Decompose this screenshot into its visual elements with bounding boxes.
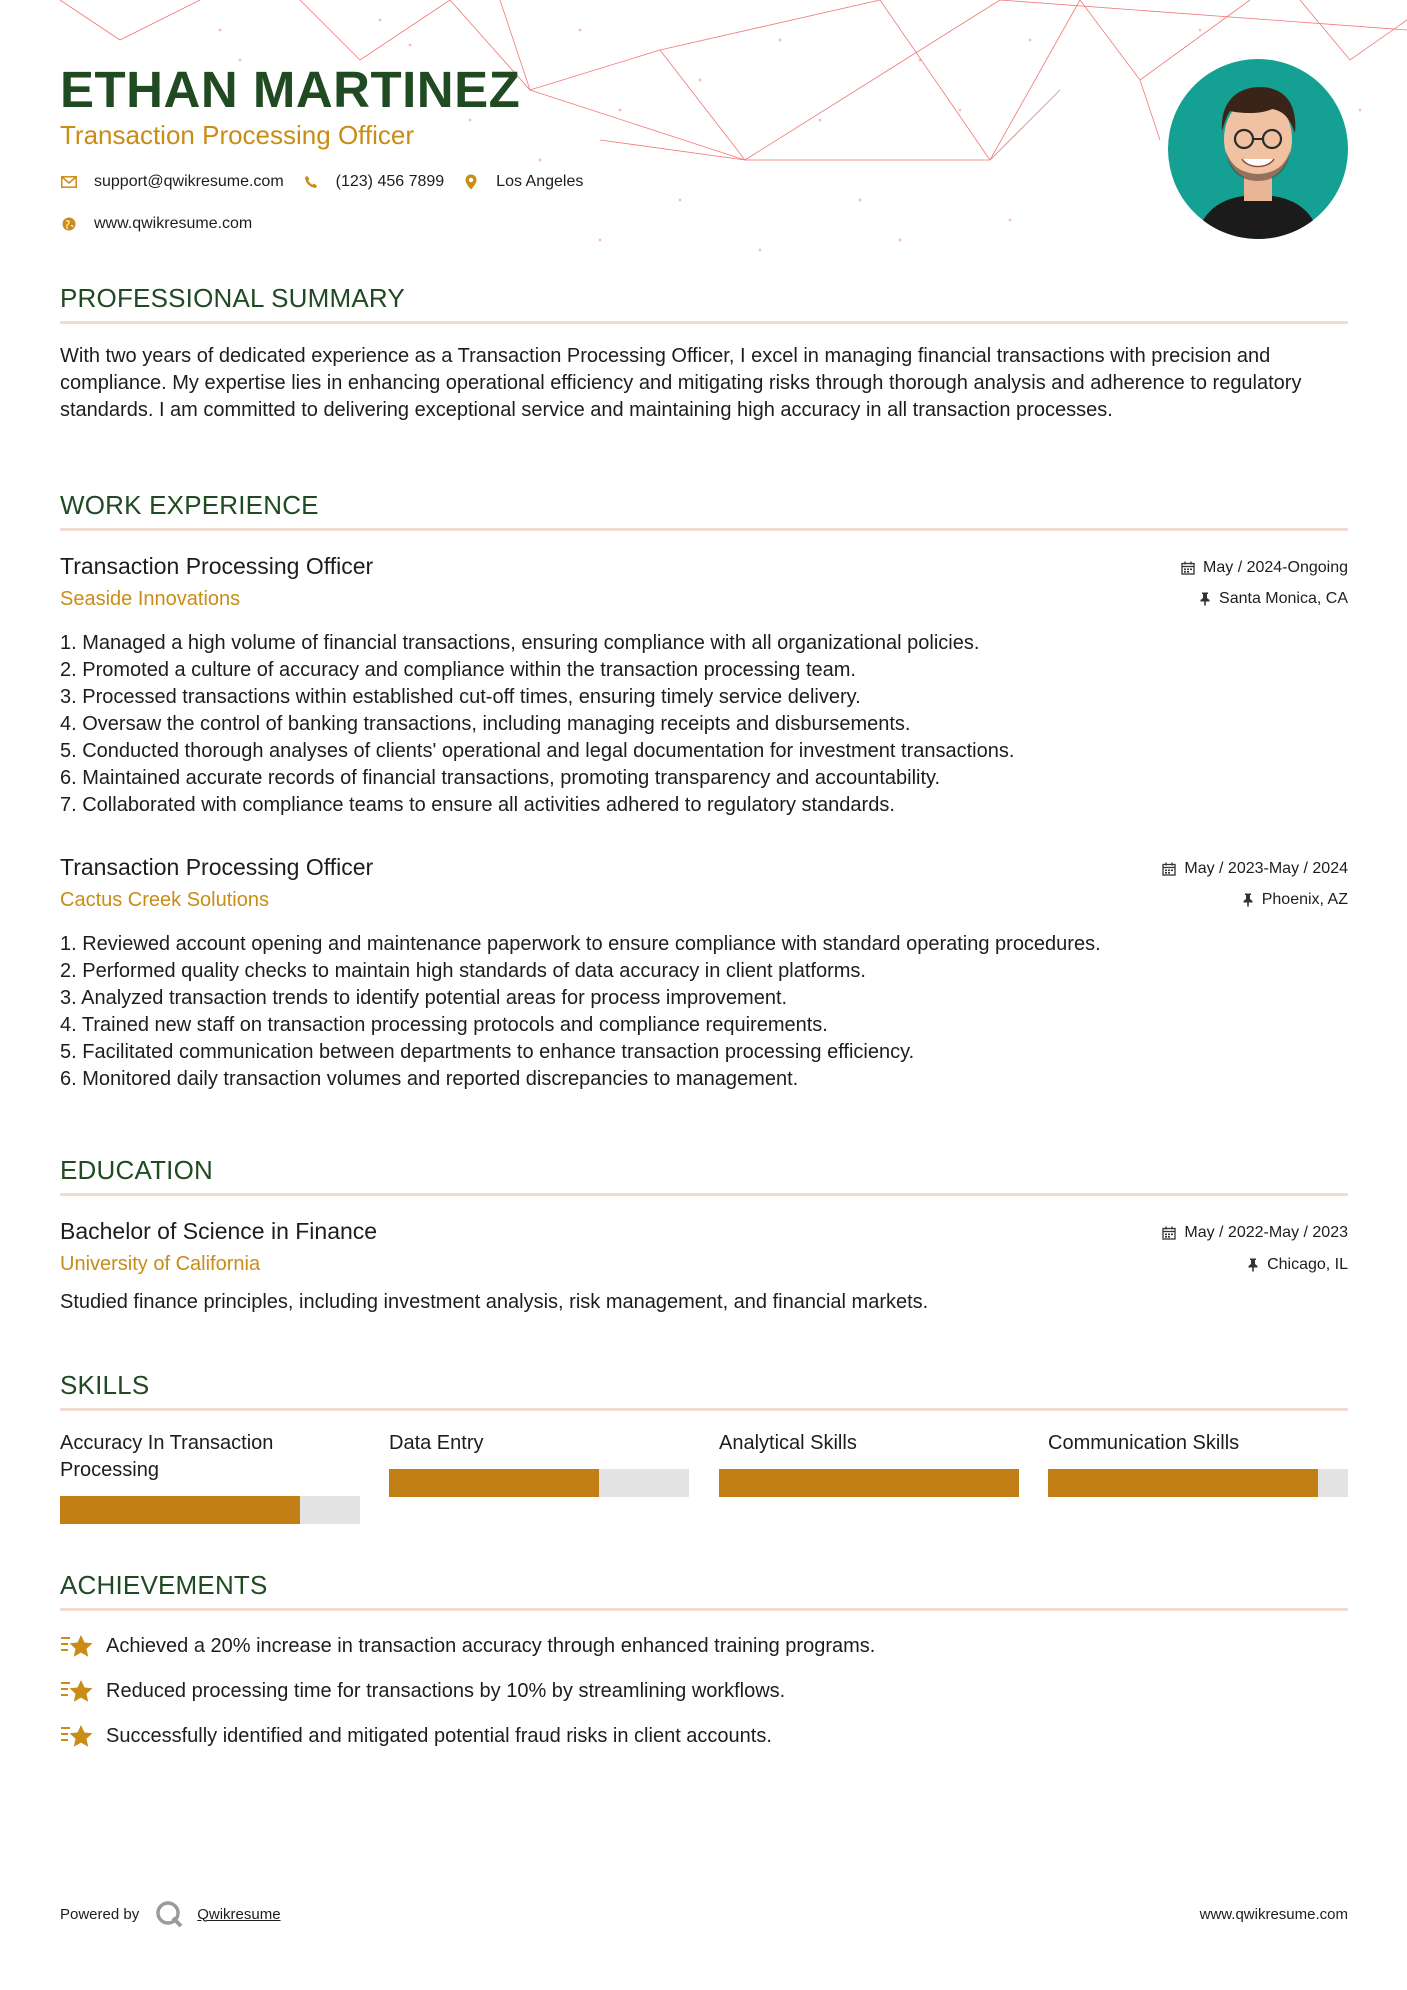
- job-location-text: Santa Monica, CA: [1219, 590, 1348, 607]
- section-divider: [60, 1408, 1348, 1411]
- section-heading-summary: PROFESSIONAL SUMMARY: [60, 283, 405, 313]
- section-heading-skills: SKILLS: [60, 1370, 150, 1400]
- section-divider: [60, 528, 1348, 531]
- qwikresume-link[interactable]: Qwikresume: [197, 1905, 281, 1923]
- job-date-text: May / 2024-Ongoing: [1203, 559, 1348, 576]
- degree-title: Bachelor of Science in Finance: [60, 1218, 378, 1244]
- section-heading-achievements: ACHIEVEMENTS: [60, 1570, 268, 1600]
- job-bullet: 4. Trained new staff on transaction processing protocols and compliance requirements.: [60, 1014, 828, 1036]
- contact-location: [462, 173, 583, 191]
- star-award-icon: [60, 1677, 94, 1705]
- skill-bar-fill: [719, 1469, 1019, 1497]
- school-name: University of California: [60, 1253, 261, 1275]
- achievement-text: Achieved a 20% increase in transaction accuracy through enhanced training programs.: [106, 1634, 876, 1657]
- job-bullet-list: [60, 931, 1101, 1093]
- location-text: Los Angeles: [496, 173, 584, 190]
- achievement-text: Reduced processing time for transactions by 10% by streamlining workflows.: [106, 1679, 786, 1702]
- job-location: [1199, 589, 1348, 609]
- map-pin-icon: [462, 173, 480, 191]
- achievement-item: [60, 1677, 785, 1705]
- job-title: Transaction Processing Officer: [60, 553, 374, 579]
- skill-item: [1048, 1430, 1348, 1457]
- job-company: Cactus Creek Solutions: [60, 889, 269, 911]
- job-location: [1242, 890, 1348, 910]
- skill-item: [389, 1430, 689, 1457]
- footer: [60, 1900, 1348, 1928]
- job-bullet: 1. Managed a high volume of financial transactions, ensuring compliance with all organizational policies.: [60, 632, 980, 654]
- pushpin-icon: [1242, 893, 1254, 907]
- skill-bar: [60, 1496, 360, 1524]
- section-divider: [60, 321, 1348, 324]
- contact-phone[interactable]: [302, 173, 445, 191]
- skill-name: Data Entry: [389, 1432, 484, 1454]
- job-bullet: 2. Performed quality checks to maintain high standards of data accuracy in client platforms.: [60, 960, 866, 982]
- star-award-icon: [60, 1632, 94, 1660]
- job-bullet: 3. Analyzed transaction trends to identify potential areas for process improvement.: [60, 987, 788, 1009]
- candidate-name: ETHAN MARTINEZ: [60, 61, 521, 118]
- skill-bar-fill: [60, 1496, 300, 1524]
- skill-bar-fill: [389, 1469, 599, 1497]
- job-date-text: May / 2023-May / 2024: [1184, 860, 1348, 877]
- phone-icon: [302, 173, 320, 191]
- powered-by: [60, 1900, 281, 1928]
- job-bullet: 5. Facilitated communication between departments to enhance transaction processing efficiency.: [60, 1041, 915, 1063]
- education-date-text: May / 2022-May / 2023: [1184, 1224, 1348, 1241]
- education-location: [1247, 1255, 1348, 1275]
- contact-email[interactable]: [60, 173, 284, 191]
- job-bullet: 4. Oversaw the control of banking transactions, including managing receipts and disbursements.: [60, 713, 911, 735]
- contact-row-secondary: [60, 215, 270, 233]
- achievement-text: Successfully identified and mitigated potential fraud risks in client accounts.: [106, 1724, 772, 1747]
- calendar-icon: [1181, 561, 1195, 575]
- job-location-text: Phoenix, AZ: [1261, 891, 1348, 908]
- phone-text: (123) 456 7899: [335, 173, 445, 190]
- skill-item: [719, 1430, 1019, 1457]
- footer-url[interactable]: www.qwikresume.com: [1199, 1905, 1348, 1923]
- skill-bar: [389, 1469, 689, 1497]
- skill-item: [60, 1430, 360, 1484]
- qwikresume-logo-icon: [155, 1900, 183, 1928]
- skill-name: Communication Skills: [1048, 1432, 1240, 1454]
- section-heading-experience: WORK EXPERIENCE: [60, 490, 319, 520]
- job-bullet: 2. Promoted a culture of accuracy and compliance within the transaction processing team.: [60, 659, 856, 681]
- section-divider: [60, 1608, 1348, 1611]
- skill-bar: [719, 1469, 1019, 1497]
- job-dates: [1181, 558, 1348, 578]
- education-description: Studied finance principles, including investment analysis, risk management, and financial markets.: [60, 1291, 929, 1313]
- job-bullet: 7. Collaborated with compliance teams to ensure all activities adhered to regulatory standards.: [60, 794, 895, 816]
- job-bullet: 6. Monitored daily transaction volumes and reported discrepancies to management.: [60, 1068, 799, 1090]
- star-award-icon: [60, 1722, 94, 1750]
- job-title: Transaction Processing Officer: [60, 854, 374, 880]
- education-location-text: Chicago, IL: [1267, 1256, 1348, 1273]
- globe-icon: [60, 215, 78, 233]
- contact-row-primary: [60, 173, 601, 191]
- envelope-icon: [60, 173, 78, 191]
- job-dates: [1162, 859, 1348, 879]
- calendar-icon: [1162, 1226, 1176, 1240]
- email-text: support@qwikresume.com: [94, 173, 284, 190]
- summary-text: With two years of dedicated experience as a Transaction Processing Officer, I excel in managing financial transactions with precision and compliance. My expertise lies in enhancing operational efficiency and mitigating risks through thorough analysis and adherence to regulatory standards. I am committed to delivering exceptional service and maintaining high accuracy in all transaction processes.: [60, 345, 1302, 421]
- skill-bar-fill: [1048, 1469, 1318, 1497]
- powered-by-label: Powered by: [60, 1905, 140, 1923]
- calendar-icon: [1162, 862, 1176, 876]
- candidate-title: Transaction Processing Officer: [60, 120, 415, 150]
- skill-name: Analytical Skills: [719, 1432, 857, 1454]
- skill-name: Accuracy In Transaction Processing: [60, 1432, 274, 1481]
- profile-photo: [1168, 59, 1348, 239]
- website-text: www.qwikresume.com: [94, 215, 253, 232]
- job-bullet-list: [60, 630, 1014, 819]
- job-bullet: 5. Conducted thorough analyses of clients' operational and legal documentation for investment transactions.: [60, 740, 1015, 762]
- job-bullet: 3. Processed transactions within established cut-off times, ensuring timely service delivery.: [60, 686, 861, 708]
- skill-bar: [1048, 1469, 1348, 1497]
- job-company: Seaside Innovations: [60, 588, 241, 610]
- section-heading-education: EDUCATION: [60, 1155, 213, 1185]
- achievement-item: [60, 1722, 772, 1750]
- contact-website[interactable]: [60, 215, 252, 233]
- pushpin-icon: [1247, 1258, 1259, 1272]
- job-bullet: 6. Maintained accurate records of financial transactions, promoting transparency and accountability.: [60, 767, 941, 789]
- achievement-item: [60, 1632, 875, 1660]
- pushpin-icon: [1199, 592, 1211, 606]
- section-divider: [60, 1193, 1348, 1196]
- job-bullet: 1. Reviewed account opening and maintenance paperwork to ensure compliance with standard operating procedures.: [60, 933, 1101, 955]
- education-dates: [1162, 1223, 1348, 1243]
